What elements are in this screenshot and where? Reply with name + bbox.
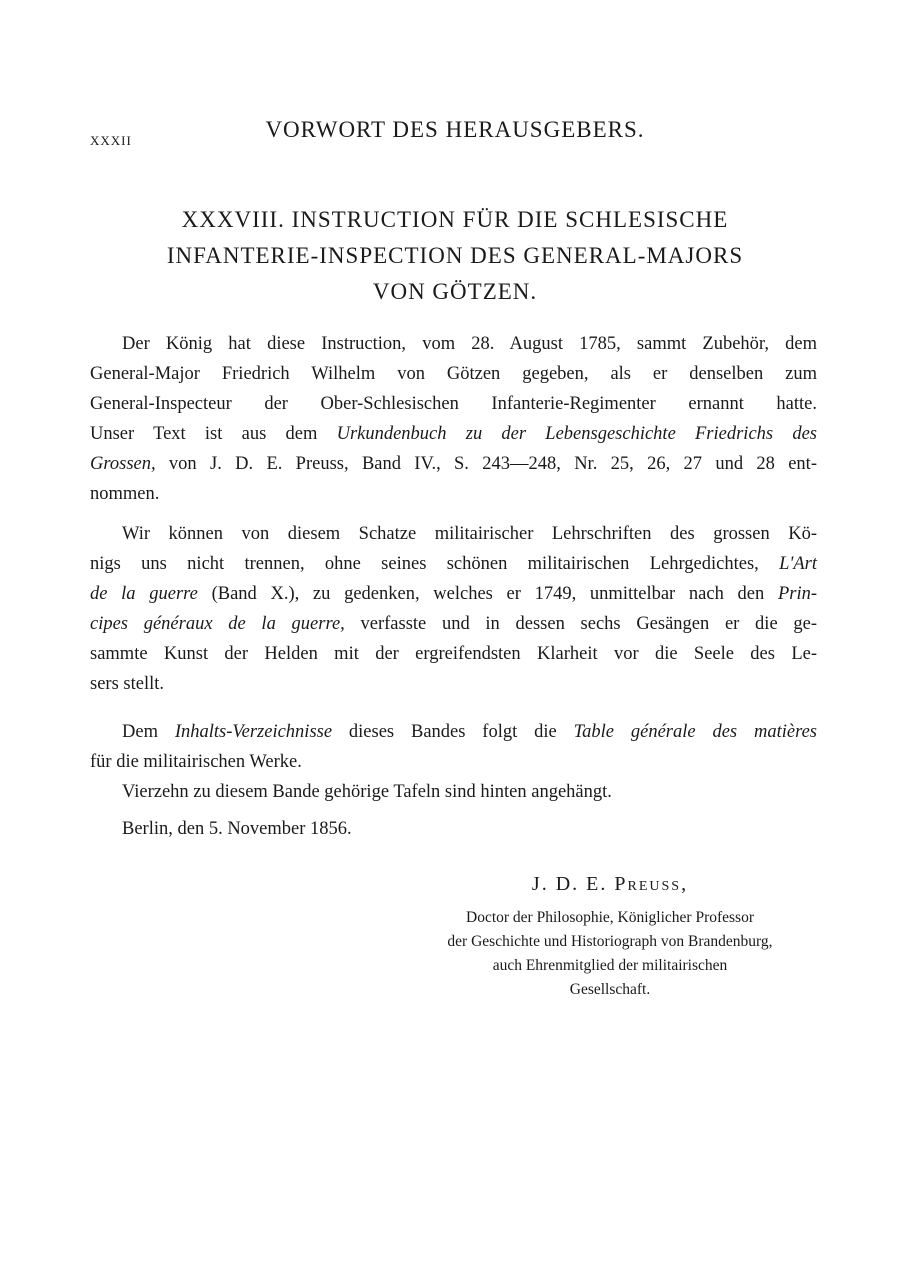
signature-block (380, 873, 840, 1002)
paragraph-contents (90, 717, 817, 807)
text-line (90, 449, 817, 479)
text-line (90, 419, 817, 449)
text-run: verfasste und in dessen sechs Gesängen er die ge- (344, 614, 817, 634)
text-line (90, 609, 817, 639)
text-line: Wir können von diesem Schatze militairischer Lehrschriften des grossen Kö- (122, 524, 817, 544)
text-line (90, 549, 817, 579)
text-line (90, 579, 817, 609)
text-line: sammte Kunst der Helden mit der ergreifendsten Klarheit vor die Seele des Le- (90, 644, 817, 664)
book-title: Urkundenbuch zu der Lebensgeschichte Friedrichs des (336, 424, 817, 444)
paragraph-source (90, 329, 817, 509)
author-name (380, 873, 840, 896)
author-title-line: Gesellschaft. (569, 981, 651, 998)
running-head (90, 117, 820, 147)
book-title: Table générale des matières (573, 722, 818, 742)
author-title-line: der Geschichte und Historiograph von Brandenburg, (447, 933, 773, 950)
text-run: dieses Bandes folgt die (332, 722, 574, 742)
author-title-line: auch Ehrenmitglied der militairischen (492, 957, 728, 974)
book-title: Inhalts-Verzeichnisse (174, 722, 333, 742)
book-title: cipes généraux de la guerre, (90, 614, 345, 634)
section-heading-line: VON GÖTZEN. (372, 279, 538, 304)
text-line: nommen. (90, 484, 160, 504)
author-initials: J. D. E. (531, 873, 615, 895)
book-title: Grossen, (90, 454, 156, 474)
text-line (90, 717, 817, 747)
author-surname: Preuss (614, 873, 682, 895)
text-line: Vierzehn zu diesem Bande gehörige Tafeln sind hinten angehängt. (122, 782, 612, 802)
text-run: Unser Text ist aus dem (90, 424, 337, 444)
section-heading (100, 202, 810, 310)
text-run: von J. D. E. Preuss, Band IV., S. 243—248, Nr. 25, 26, 27 und 28 ent- (155, 454, 817, 474)
book-title: Prin- (777, 584, 817, 604)
book-title: L'Art (779, 554, 817, 574)
section-heading-line: INFANTERIE-INSPECTION DES GENERAL-MAJORS (166, 243, 744, 268)
page-number: XXXII (90, 133, 132, 148)
section-heading-line: XXXVIII. INSTRUCTION FÜR DIE SCHLESISCHE (181, 207, 729, 232)
text-line: für die militairischen Werke. (90, 752, 302, 772)
paragraph-art-de-la-guerre (90, 519, 817, 699)
author-title-line: Doctor der Philosophie, Königlicher Professor (466, 909, 754, 926)
running-title: VORWORT DES HERAUSGEBERS. (265, 117, 645, 142)
text-line: sers stellt. (90, 674, 164, 694)
text-run: (Band X.), zu gedenken, welches er 1749, unmittelbar nach den (197, 584, 778, 604)
book-title: de la guerre (90, 584, 198, 604)
text-line: General-Inspecteur der Ober-Schlesischen Infanterie-Regimenter ernannt hatte. (90, 394, 817, 414)
author-name-suffix: , (681, 873, 689, 895)
text-run: nigs uns nicht trennen, ohne seines schönen militairischen Lehrgedichtes, (90, 554, 780, 574)
date-line: Berlin, den 5. November 1856. (122, 819, 352, 839)
text-line: General-Major Friedrich Wilhelm von Götzen gegeben, als er denselben zum (90, 364, 817, 384)
text-run: Dem (122, 722, 175, 742)
text-line: Der König hat diese Instruction, vom 28. August 1785, sammt Zubehör, dem (122, 334, 817, 354)
